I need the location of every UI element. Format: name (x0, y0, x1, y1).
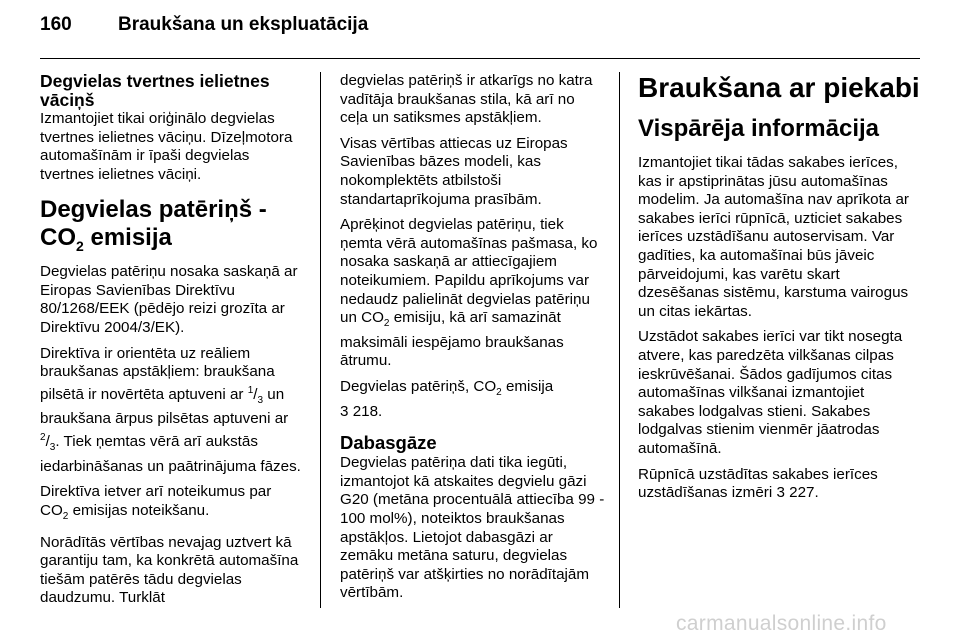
subscript: 2 (76, 238, 84, 255)
paragraph: Izmantojiet tikai oriģinālo degvielas tvertnes ielietnes vāciņu. Dīzeļmotora automašīnām ir īpaši degvielas tvertnes ielietnes vāciņi. (40, 110, 293, 183)
fraction-numerator: 2 (40, 432, 46, 444)
text: Direktīva ir orientēta uz reāliem braukšanas apstākļiem: braukšana pilsētā ir novērtēta aptuveni ar (40, 344, 275, 403)
heading-towing: Braukšana ar piekabi (638, 72, 920, 103)
header-rule (40, 58, 920, 59)
text: un braukšana ārpus pilsētas aptuveni ar (40, 385, 289, 428)
paragraph: Uzstādot sakabes ierīci var tikt nosegta atvere, kas paredzēta vilkšanas cilpas ieskrūvēšanai. Šādos gadījumos citas automašīnas vilkšanai izmantojiet sakabes lodgalvas stieni. Sakabes lodgalvas stienim vienmēr jāatrodas automašīnā. (638, 328, 903, 457)
text: Rūpnīcā uzstādītas sakabes ierīces uzstādīšanas izmēri (638, 465, 878, 502)
text: emisiju, kā arī samazināt maksimāli iespējamo braukšanas ātrumu. (340, 309, 564, 370)
paragraph: Visas vērtības attiecas uz Eiropas Savienības bāzes modeli, kas nokomplektēts atbilstoši standartaprīkojuma prasībām. (340, 134, 568, 208)
watermark: carmanualsonline.info (676, 612, 887, 635)
fraction-numerator: 1 (247, 384, 254, 396)
subscript: 2 (62, 510, 69, 522)
page-ref-link[interactable]: 227. (789, 484, 819, 502)
paragraph: Direktīva ir orientēta uz reāliem braukšanas apstākļiem: braukšana pilsētā ir novērtēta aptuveni ar $^1/_3$ un braukšana ārpus pilsētas aptuveni ar $^2/_3$. Tiek ņemtas vērā arī aukstās iedarbināšanas un paātrinājuma fāzes. (40, 344, 301, 475)
paragraph: Degvielas patēriņa dati tika iegūti, izmantojot kā atskaites degvielu gāzi G20 (metāna procentuālā attiecība 99 - 100 mol%), noteiktos braukšanas apstākļos. Lietojot dabasgāzi ar zemāku metāna saturu, degvielas patēriņš var atšķirties no norādītajām vērtībām. (340, 454, 605, 602)
paragraph: degvielas patēriņš ir atkarīgs no katra vadītāja braukšanas stila, kā arī no ceļa un satiksmes apstākļiem. (340, 72, 593, 127)
heading-general-info: Vispārēja informācija (638, 115, 880, 142)
page-number: 160 (40, 14, 72, 35)
column-divider (619, 72, 620, 608)
text: Aprēķinot degvielas patēriņu, tiek ņemta vērā automašīnas pašmasa, ko nosaka saskaņā ar attiecīgajiem noteikumiem. Papildu aprīkojums var nedaudz palielināt degvielas patēriņu un CO (340, 216, 598, 327)
paragraph (340, 378, 605, 421)
column-divider (320, 72, 321, 608)
page-ref-arrow-icon[interactable]: 3 (776, 484, 785, 502)
paragraph (40, 483, 302, 526)
paragraph: Izmantojiet tikai tādas sakabes ierīces, kas ir apstiprinātas jūsu automašīnas modelim. Ja automašīna nav aprīkota ar sakabes ierīci rūpnīcā, uzticiet sakabes ierīces uzstādīšanu autoservisam. Var gadīties, ka automašīnai būs jāveic pārveidojumi, kas varētu skart dzesēšanas sistēmu, karstuma vairogus un citas iekārtas. (638, 154, 909, 320)
column-1 (40, 72, 302, 615)
subscript: 2 (496, 386, 502, 398)
page-ref-link[interactable]: 218. (352, 402, 383, 420)
heading-fuel-consumption (40, 196, 302, 260)
text: emisijas noteikšanu. (68, 501, 210, 519)
fraction-denominator: 3 (257, 394, 264, 406)
text: Direktīva ietver arī noteikumus par CO (40, 483, 272, 519)
page-header (40, 14, 368, 44)
heading-lpg: Dabasgāze (340, 432, 437, 454)
paragraph (340, 216, 605, 371)
text: . Tiek ņemtas vērā arī aukstās iedarbināšanas un paātrinājuma fāzes. (40, 433, 301, 475)
text: emisija (501, 377, 554, 395)
paragraph: Degvielas patēriņu nosaka saskaņā ar Eiropas Savienības Direktīvu 80/1268/EEK (pēdējo reizi grozīta ar Direktīvu 2004/3/EK). (40, 263, 298, 336)
heading-text: emisija (90, 224, 172, 252)
fraction-denominator: 3 (49, 442, 56, 454)
paragraph (638, 466, 923, 503)
subscript: 2 (383, 318, 390, 330)
paragraph: Norādītās vērtības nevajag uztvert kā garantiju tam, ka konkrētā automašīna tiešām patērēs tādu degvielas daudzumu. Turklāt (40, 533, 299, 607)
text: Degvielas patēriņš, CO (340, 377, 497, 395)
column-3 (638, 72, 923, 510)
column-2 (340, 72, 605, 610)
heading-text: Degvielas patēriņš - CO (40, 196, 267, 252)
heading-fuel-cap: Degvielas tvertnes ielietnes vāciņš (40, 71, 270, 110)
page-ref-arrow-icon[interactable]: 3 (340, 402, 349, 420)
section-title: Braukšana un ekspluatācija (118, 14, 369, 35)
